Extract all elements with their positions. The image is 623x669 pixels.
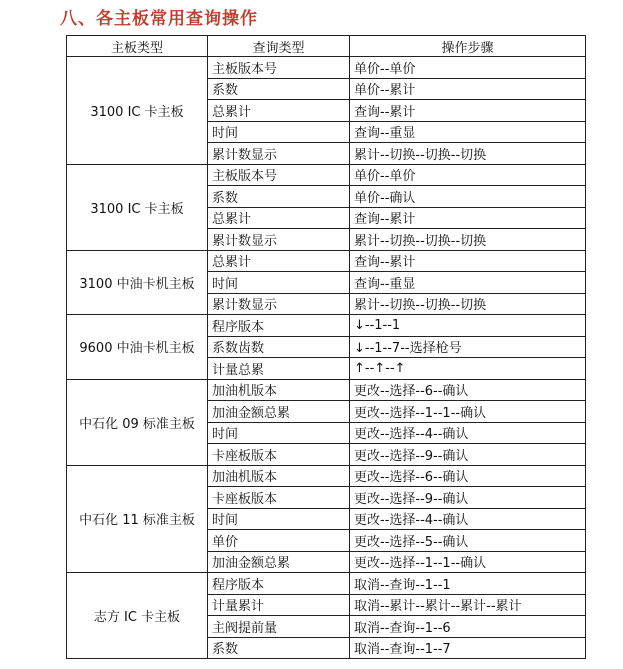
query-type-cell: 系数	[208, 637, 350, 659]
table-row	[67, 57, 586, 79]
query-type-cell: 主阀提前量	[208, 616, 350, 638]
query-type-cell: 时间	[208, 121, 350, 143]
operation-steps-cell: ↑--↑--↑	[350, 358, 586, 380]
query-type-cell: 时间	[208, 272, 350, 294]
table-body	[67, 57, 586, 659]
board-type-cell: 中石化 09 标准主板	[67, 379, 208, 465]
operation-steps-cell: 取消--累计--累计--累计--累计	[350, 594, 586, 616]
query-type-cell: 时间	[208, 508, 350, 530]
query-type-cell: 计量总累	[208, 358, 350, 380]
operation-steps-cell: ↓--1--7--选择枪号	[350, 336, 586, 358]
query-type-cell: 时间	[208, 422, 350, 444]
board-type-cell: 3100 IC 卡主板	[67, 164, 208, 250]
operation-steps-cell: 查询--重显	[350, 272, 586, 294]
operation-steps-cell: 更改--选择--4--确认	[350, 508, 586, 530]
operation-steps-cell: 取消--查询--1--6	[350, 616, 586, 638]
table-row	[67, 164, 586, 186]
operation-steps-cell: 查询--累计	[350, 250, 586, 272]
query-type-cell: 程序版本	[208, 315, 350, 337]
query-type-cell: 加油金额总累	[208, 401, 350, 423]
operation-steps-cell: 更改--选择--9--确认	[350, 444, 586, 466]
table-row	[67, 573, 586, 595]
operation-steps-cell: 累计--切换--切换--切换	[350, 143, 586, 165]
operation-steps-cell: 单价--单价	[350, 164, 586, 186]
section-heading: 八、各主板常用查询操作	[60, 9, 258, 29]
operation-steps-cell: ↓--1--1	[350, 315, 586, 337]
query-type-cell: 系数齿数	[208, 336, 350, 358]
board-type-cell: 3100 IC 卡主板	[67, 57, 208, 165]
table-row	[67, 465, 586, 487]
query-type-cell: 累计数显示	[208, 293, 350, 315]
query-type-cell: 卡座板版本	[208, 444, 350, 466]
table-row	[67, 379, 586, 401]
operation-steps-cell: 查询--累计	[350, 100, 586, 122]
query-type-cell: 系数	[208, 186, 350, 208]
query-type-cell: 主板版本号	[208, 57, 350, 79]
operation-steps-cell: 更改--选择--1--1--确认	[350, 551, 586, 573]
operation-steps-cell: 取消--查询--1--7	[350, 637, 586, 659]
operation-steps-cell: 累计--切换--切换--切换	[350, 293, 586, 315]
operation-steps-cell: 更改--选择--9--确认	[350, 487, 586, 509]
board-type-cell: 志方 IC 卡主板	[67, 573, 208, 659]
query-type-cell: 卡座板版本	[208, 487, 350, 509]
operation-steps-cell: 更改--选择--4--确认	[350, 422, 586, 444]
operation-steps-cell: 更改--选择--6--确认	[350, 379, 586, 401]
query-type-cell: 主板版本号	[208, 164, 350, 186]
board-query-table	[66, 35, 586, 659]
query-type-cell: 总累计	[208, 207, 350, 229]
query-type-cell: 计量累计	[208, 594, 350, 616]
operation-steps-cell: 累计--切换--切换--切换	[350, 229, 586, 251]
query-type-cell: 加油机版本	[208, 465, 350, 487]
table-row	[67, 250, 586, 272]
query-type-cell: 加油金额总累	[208, 551, 350, 573]
query-type-cell: 累计数显示	[208, 229, 350, 251]
board-type-cell: 9600 中油卡机主板	[67, 315, 208, 380]
operation-steps-cell: 查询--重显	[350, 121, 586, 143]
header-steps: 操作步骤	[350, 36, 586, 57]
operation-steps-cell: 单价--累计	[350, 78, 586, 100]
header-board-type: 主板类型	[67, 36, 208, 57]
operation-steps-cell: 单价--单价	[350, 57, 586, 79]
operation-steps-cell: 更改--选择--6--确认	[350, 465, 586, 487]
board-type-cell: 3100 中油卡机主板	[67, 250, 208, 315]
query-type-cell: 总累计	[208, 100, 350, 122]
table-header-row	[67, 36, 586, 57]
query-type-cell: 累计数显示	[208, 143, 350, 165]
query-type-cell: 加油机版本	[208, 379, 350, 401]
header-query-type: 查询类型	[208, 36, 350, 57]
board-type-cell: 中石化 11 标准主板	[67, 465, 208, 573]
operation-steps-cell: 更改--选择--5--确认	[350, 530, 586, 552]
table-row	[67, 315, 586, 337]
query-type-cell: 系数	[208, 78, 350, 100]
query-type-cell: 程序版本	[208, 573, 350, 595]
operation-steps-cell: 更改--选择--1--1--确认	[350, 401, 586, 423]
operation-steps-cell: 取消--查询--1--1	[350, 573, 586, 595]
operation-steps-cell: 单价--确认	[350, 186, 586, 208]
query-type-cell: 总累计	[208, 250, 350, 272]
query-type-cell: 单价	[208, 530, 350, 552]
operation-steps-cell: 查询--累计	[350, 207, 586, 229]
